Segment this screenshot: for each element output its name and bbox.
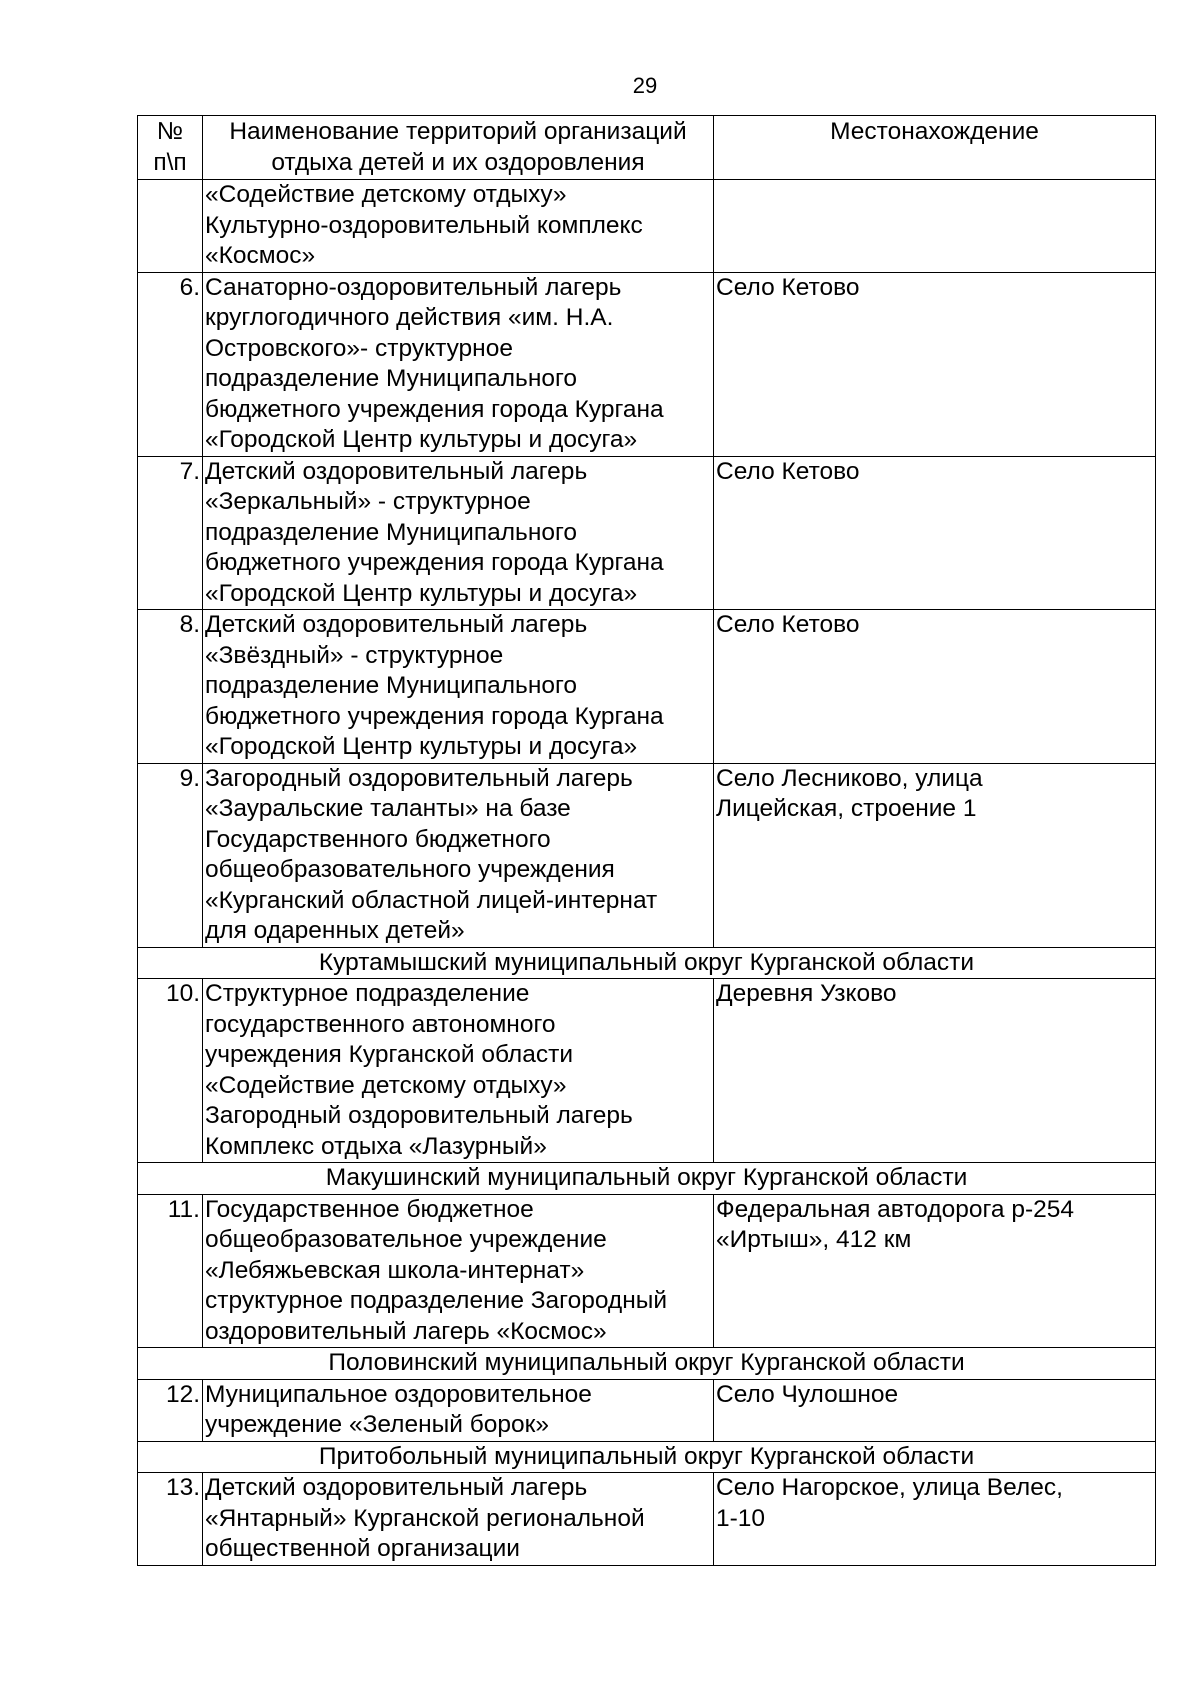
location — [714, 180, 1156, 273]
section-row — [138, 1348, 1156, 1380]
organization-name-line: для одаренных детей» — [205, 917, 465, 944]
organization-name-line: подразделение Муниципального — [205, 672, 577, 699]
organization-name-line: «Курганский областной лицей-интернат — [205, 886, 658, 914]
organization-name-line: «Городской Центр культуры и досуга» — [205, 426, 638, 453]
organization-name-line: общественной организации — [205, 1535, 520, 1562]
header-name-line: Наименование территорий организаций — [229, 118, 687, 145]
row-number: 7. — [138, 456, 203, 610]
organization-name-line: круглогодичного действия «им. Н.А. — [205, 304, 614, 331]
location-line: 1-10 — [716, 1504, 766, 1532]
location — [714, 610, 1156, 764]
row-number: 12. — [138, 1379, 203, 1441]
organization-name-line: учреждение «Зеленый борок» — [205, 1411, 549, 1438]
header-location-label: Местонахождение — [830, 118, 1039, 145]
location-line: «Иртыш», 412 км — [716, 1226, 912, 1253]
location-line: Село Кетово — [716, 273, 860, 301]
row-number: 10. — [138, 979, 203, 1163]
organization-name-line: структурное подразделение Загородный — [205, 1287, 668, 1314]
location — [714, 456, 1156, 610]
organization-name-line: Детский оздоровительный лагерь — [205, 457, 588, 485]
location-line: Село Чулошное — [716, 1380, 899, 1408]
organization-name-line: Островского»- структурное — [205, 334, 513, 362]
organization-name-line: Детский оздоровительный лагерь — [205, 1474, 588, 1501]
organization-name — [203, 272, 714, 456]
organization-name-line: бюджетного учреждения города Кургана — [205, 395, 664, 423]
row-number: 6. — [138, 272, 203, 456]
organization-name — [203, 1194, 714, 1348]
organization-name-line: «Космос» — [205, 242, 316, 269]
location — [714, 1379, 1156, 1441]
organization-name-line: «Зеркальный» - структурное — [205, 488, 531, 515]
location — [714, 1194, 1156, 1348]
header-number — [138, 116, 203, 180]
organization-name-line: Культурно-оздоровительный комплекс — [205, 211, 643, 239]
location-line: Село Лесниково, улица — [716, 764, 983, 792]
organization-name-line: «Янтарный» Курганской региональной — [205, 1504, 645, 1532]
location-line: Федеральная автодорога р-254 — [716, 1195, 1074, 1223]
row-number: 9. — [138, 763, 203, 947]
organization-name-line: подразделение Муниципального — [205, 365, 577, 392]
organization-name-line: «Звёздный» - структурное — [205, 641, 504, 669]
header-location — [714, 116, 1156, 180]
organization-name-line: «Содействие детскому отдыху» — [205, 181, 567, 208]
organization-name-line: государственного автономного — [205, 1010, 556, 1038]
table-row — [138, 180, 1156, 273]
organization-name-line: Структурное подразделение — [205, 980, 530, 1007]
location-line: Село Нагорское, улица Велес, — [716, 1474, 1063, 1501]
table-row — [138, 1194, 1156, 1348]
organization-name — [203, 979, 714, 1163]
organization-name-line: Комплекс отдыха «Лазурный» — [205, 1132, 547, 1160]
table-row — [138, 979, 1156, 1163]
row-number — [138, 180, 203, 273]
table-row — [138, 272, 1156, 456]
organization-name-line: Детский оздоровительный лагерь — [205, 611, 588, 638]
organization-name-line: бюджетного учреждения города Кургана — [205, 702, 664, 730]
organization-name — [203, 1379, 714, 1441]
organization-name-line: «Содействие детскому отдыху» — [205, 1071, 567, 1099]
organization-name-line: бюджетного учреждения города Кургана — [205, 549, 664, 576]
organization-name-line: Загородный оздоровительный лагерь — [205, 764, 633, 792]
organization-name-line: Муниципальное оздоровительное — [205, 1380, 592, 1408]
organization-name — [203, 1473, 714, 1566]
location — [714, 1473, 1156, 1566]
location-line: Деревня Узково — [716, 980, 897, 1007]
location-line: Лицейская, строение 1 — [716, 795, 977, 822]
organization-name-line: подразделение Муниципального — [205, 518, 577, 546]
organization-name-line: оздоровительный лагерь «Космос» — [205, 1317, 607, 1345]
table-row — [138, 1379, 1156, 1441]
organization-name-line: Загородный оздоровительный лагерь — [205, 1102, 633, 1129]
organization-name — [203, 456, 714, 610]
organization-name-line: общеобразовательного учреждения — [205, 856, 615, 883]
section-row — [138, 1163, 1156, 1195]
page-number: 29 — [632, 73, 658, 98]
header-number-line: № — [156, 118, 184, 145]
section-row — [138, 1441, 1156, 1473]
organization-name-line: учреждения Курганской области — [205, 1041, 574, 1068]
row-number: 11. — [138, 1194, 203, 1348]
organization-name-line: «Городской Центр культуры и досуга» — [205, 579, 638, 607]
organization-name-line: Государственного бюджетного — [205, 825, 551, 853]
table-body — [138, 180, 1156, 1566]
table-row — [138, 610, 1156, 764]
location-line: Село Кетово — [716, 611, 860, 638]
organization-name-line: Санаторно-оздоровительный лагерь — [205, 273, 622, 301]
organization-name-line: «Лебяжьевская школа-интернат» — [205, 1256, 585, 1284]
header-name-line: отдыха детей и их оздоровления — [271, 148, 645, 176]
section-heading: Макушинский муниципальный округ Курганской области — [138, 1163, 1156, 1195]
organization-name-line: «Зауральские таланты» на базе — [205, 795, 571, 822]
organization-name — [203, 763, 714, 947]
section-row — [138, 947, 1156, 979]
row-number: 13. — [138, 1473, 203, 1566]
organization-name-line: общеобразовательное учреждение — [205, 1226, 607, 1253]
table-row — [138, 763, 1156, 947]
organization-name — [203, 610, 714, 764]
organization-name — [203, 180, 714, 273]
section-heading: Притобольный муниципальный округ Курганской области — [138, 1441, 1156, 1473]
table-row — [138, 1473, 1156, 1566]
header-number-line: п\п — [153, 148, 187, 176]
location — [714, 763, 1156, 947]
section-heading: Куртамышский муниципальный округ Курганской области — [138, 947, 1156, 979]
table-header-row — [138, 116, 1156, 180]
section-heading: Половинский муниципальный округ Курганской области — [138, 1348, 1156, 1380]
camps-table — [137, 115, 1156, 1566]
location — [714, 979, 1156, 1163]
header-name — [203, 116, 714, 180]
organization-name-line: Государственное бюджетное — [205, 1195, 534, 1223]
organization-name-line: «Городской Центр культуры и досуга» — [205, 733, 638, 760]
row-number: 8. — [138, 610, 203, 764]
location-line: Село Кетово — [716, 457, 860, 485]
location — [714, 272, 1156, 456]
table-row — [138, 456, 1156, 610]
